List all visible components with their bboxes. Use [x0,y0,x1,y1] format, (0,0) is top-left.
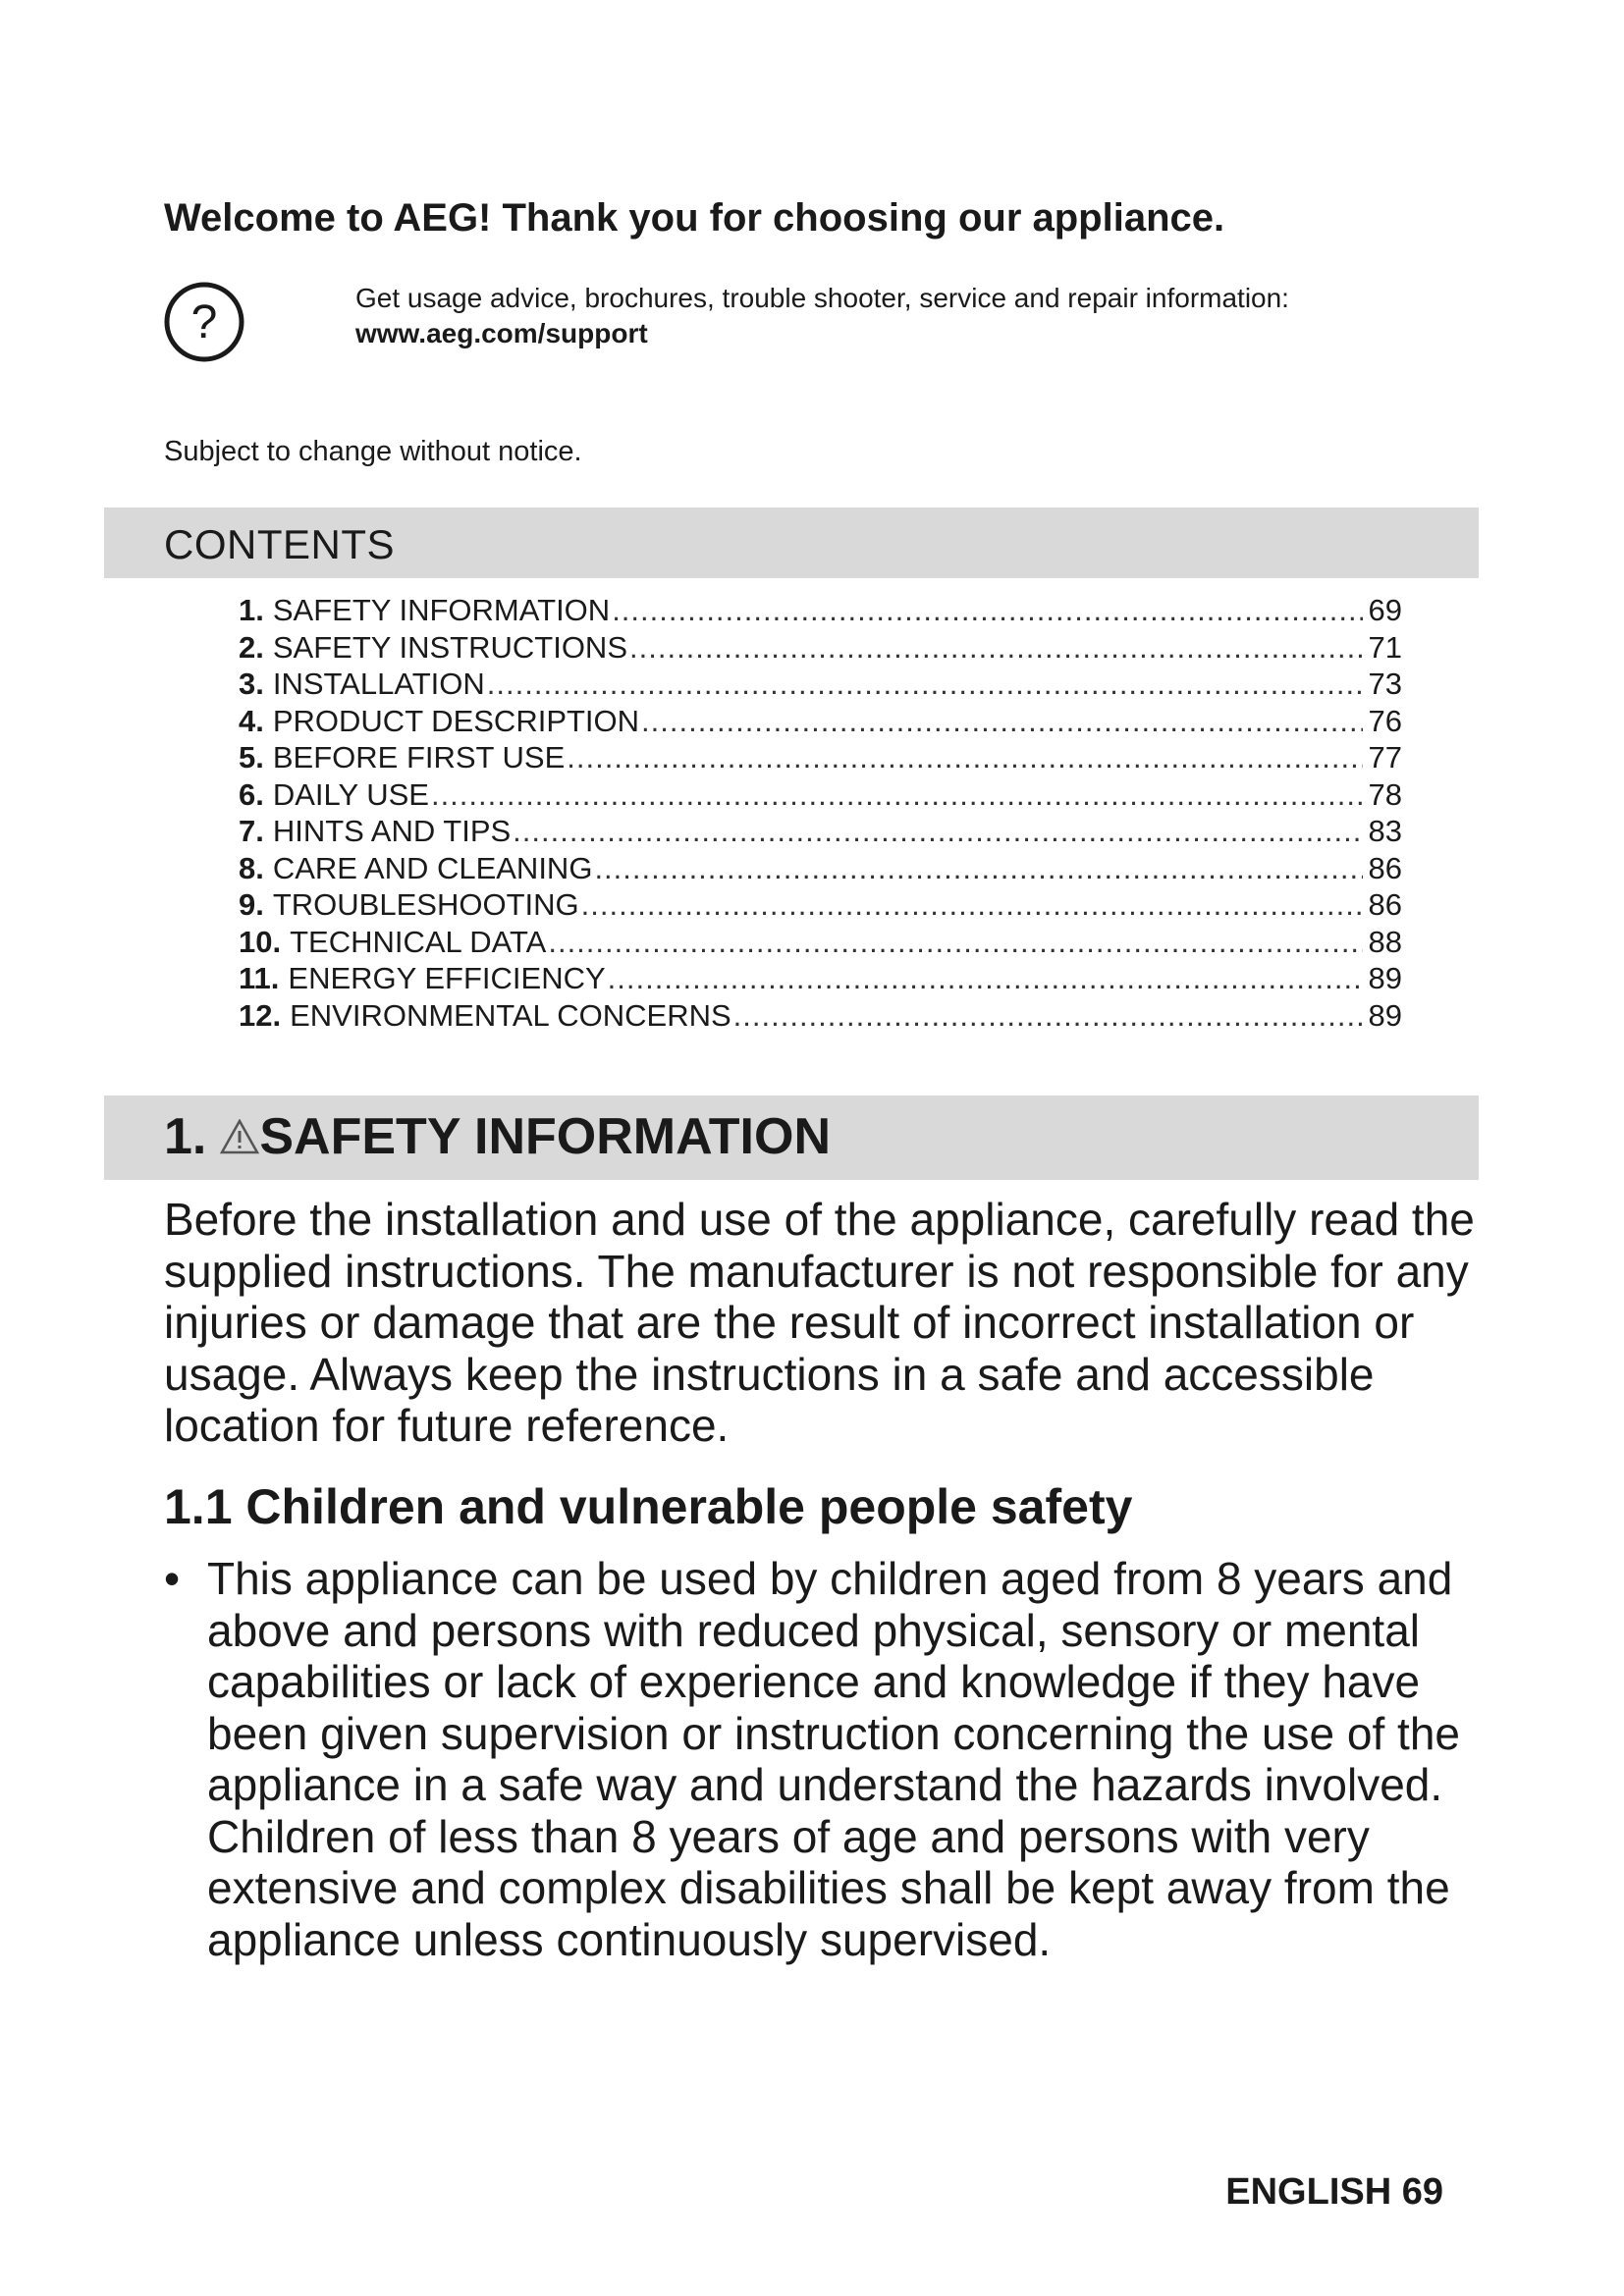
toc-entry-page: 69 [1368,593,1402,627]
toc-entry-number: 3. [239,667,264,701]
toc-leader-dots [641,704,1363,739]
toc-leader-dots [594,851,1363,886]
safety-section-title [164,1107,831,1166]
toc-leader-dots [567,740,1363,775]
toc-entry-page: 76 [1368,703,1402,738]
toc-entry-label: BEFORE FIRST USE [272,740,566,774]
toc-entry-label: CARE AND CLEANING [272,850,593,885]
toc-entry-number: 12. [239,997,282,1033]
question-circle-icon [163,281,245,363]
toc-entry[interactable] [239,851,1402,888]
support-link[interactable]: www.aeg.com/support [355,318,648,348]
toc-entry[interactable] [239,925,1402,962]
toc-leader-dots [608,961,1363,996]
toc-entry-label: HINTS AND TIPS [272,814,512,848]
toc-entry-label: SAFETY INFORMATION [272,593,611,627]
safety-section-number: 1. [164,1108,207,1165]
toc-entry[interactable] [239,740,1402,777]
toc-entry-number: 2. [239,629,264,665]
children-safety-heading: 1.1 Children and vulnerable people safety [164,1479,1133,1534]
toc-entry[interactable] [239,777,1402,815]
toc-entry[interactable] [239,961,1402,998]
toc-leader-dots [581,887,1363,923]
toc-entry-number: 9. [239,887,264,922]
toc-entry-page: 89 [1368,997,1402,1033]
toc-entry-page: 71 [1368,629,1402,665]
toc-entry[interactable] [239,593,1402,630]
contents-title: CONTENTS [164,521,395,567]
contents-header-band [104,507,1479,578]
warning-triangle-icon [220,1119,259,1154]
page-footer: ENGLISH 69 [1225,2171,1443,2213]
safety-section-label: SAFETY INFORMATION [259,1108,831,1165]
toc-entry[interactable] [239,814,1402,851]
toc-entry-label: ENERGY EFFICIENCY [288,961,606,995]
toc-entry-number: 6. [239,776,264,812]
children-safety-bullet [164,1553,1480,1965]
safety-intro-paragraph: Before the installation and use of the appliance, carefully read the supplied instructions. The manufacturer is not responsible for any injuries or damage that are the result of incorrect installation or usage. Always keep the instructions in a safe and accessible location for future reference. [164,1194,1475,1451]
toc-leader-dots [548,925,1363,960]
toc-leader-dots [733,998,1363,1034]
toc-entry-page: 73 [1368,667,1402,701]
toc-entry-number: 4. [239,703,264,738]
toc-entry-label: SAFETY INSTRUCTIONS [272,629,627,665]
toc-entry[interactable] [239,667,1402,704]
toc-entry-page: 89 [1368,961,1402,995]
bullet-text: This appliance can be used by children aged from 8 years and above and persons with reduced physical, sensory or mental capabilities or lack of experience and knowledge if they have been given supervision or instruction concerning the use of the appliance in a safe way and understand the hazards involved. Children of less than 8 years of age and persons with very extensive and complex disabilities shall be kept away from the appliance unless continuously supervised. [207,1553,1461,1965]
toc-entry-number: 11. [239,961,280,995]
toc-entry-number: 5. [239,740,264,774]
toc-leader-dots [629,630,1363,666]
toc-leader-dots [612,593,1363,628]
toc-entry-number: 1. [239,593,264,627]
toc-entry-page: 86 [1368,887,1402,922]
table-of-contents [239,593,1402,1035]
toc-leader-dots [513,814,1363,849]
toc-entry-page: 86 [1368,850,1402,885]
toc-entry[interactable] [239,704,1402,741]
toc-entry-label: INSTALLATION [272,667,485,701]
support-text: Get usage advice, brochures, trouble shooter, service and repair information: [355,283,1289,313]
toc-entry-number: 10. [239,924,282,959]
support-info [355,281,1289,351]
bullet-marker: • [164,1553,181,1604]
toc-entry-page: 77 [1368,740,1402,774]
toc-entry-page: 78 [1368,776,1402,812]
welcome-heading: Welcome to AEG! Thank you for choosing our appliance. [164,196,1225,240]
svg-text:?: ? [190,296,218,348]
toc-entry[interactable] [239,887,1402,925]
toc-entry[interactable] [239,998,1402,1036]
toc-entry-label: TECHNICAL DATA [290,924,547,959]
toc-entry-label: ENVIRONMENTAL CONCERNS [290,997,731,1033]
toc-entry-number: 8. [239,850,264,885]
safety-header-band [104,1095,1479,1180]
change-notice: Subject to change without notice. [164,436,582,467]
toc-entry[interactable] [239,630,1402,667]
toc-leader-dots [431,777,1363,813]
toc-entry-label: PRODUCT DESCRIPTION [272,703,640,738]
toc-entry-page: 88 [1368,924,1402,959]
toc-entry-page: 83 [1368,814,1402,848]
toc-entry-label: TROUBLESHOOTING [272,887,579,922]
toc-entry-number: 7. [239,814,264,848]
toc-entry-label: DAILY USE [272,776,429,812]
toc-leader-dots [487,667,1363,702]
